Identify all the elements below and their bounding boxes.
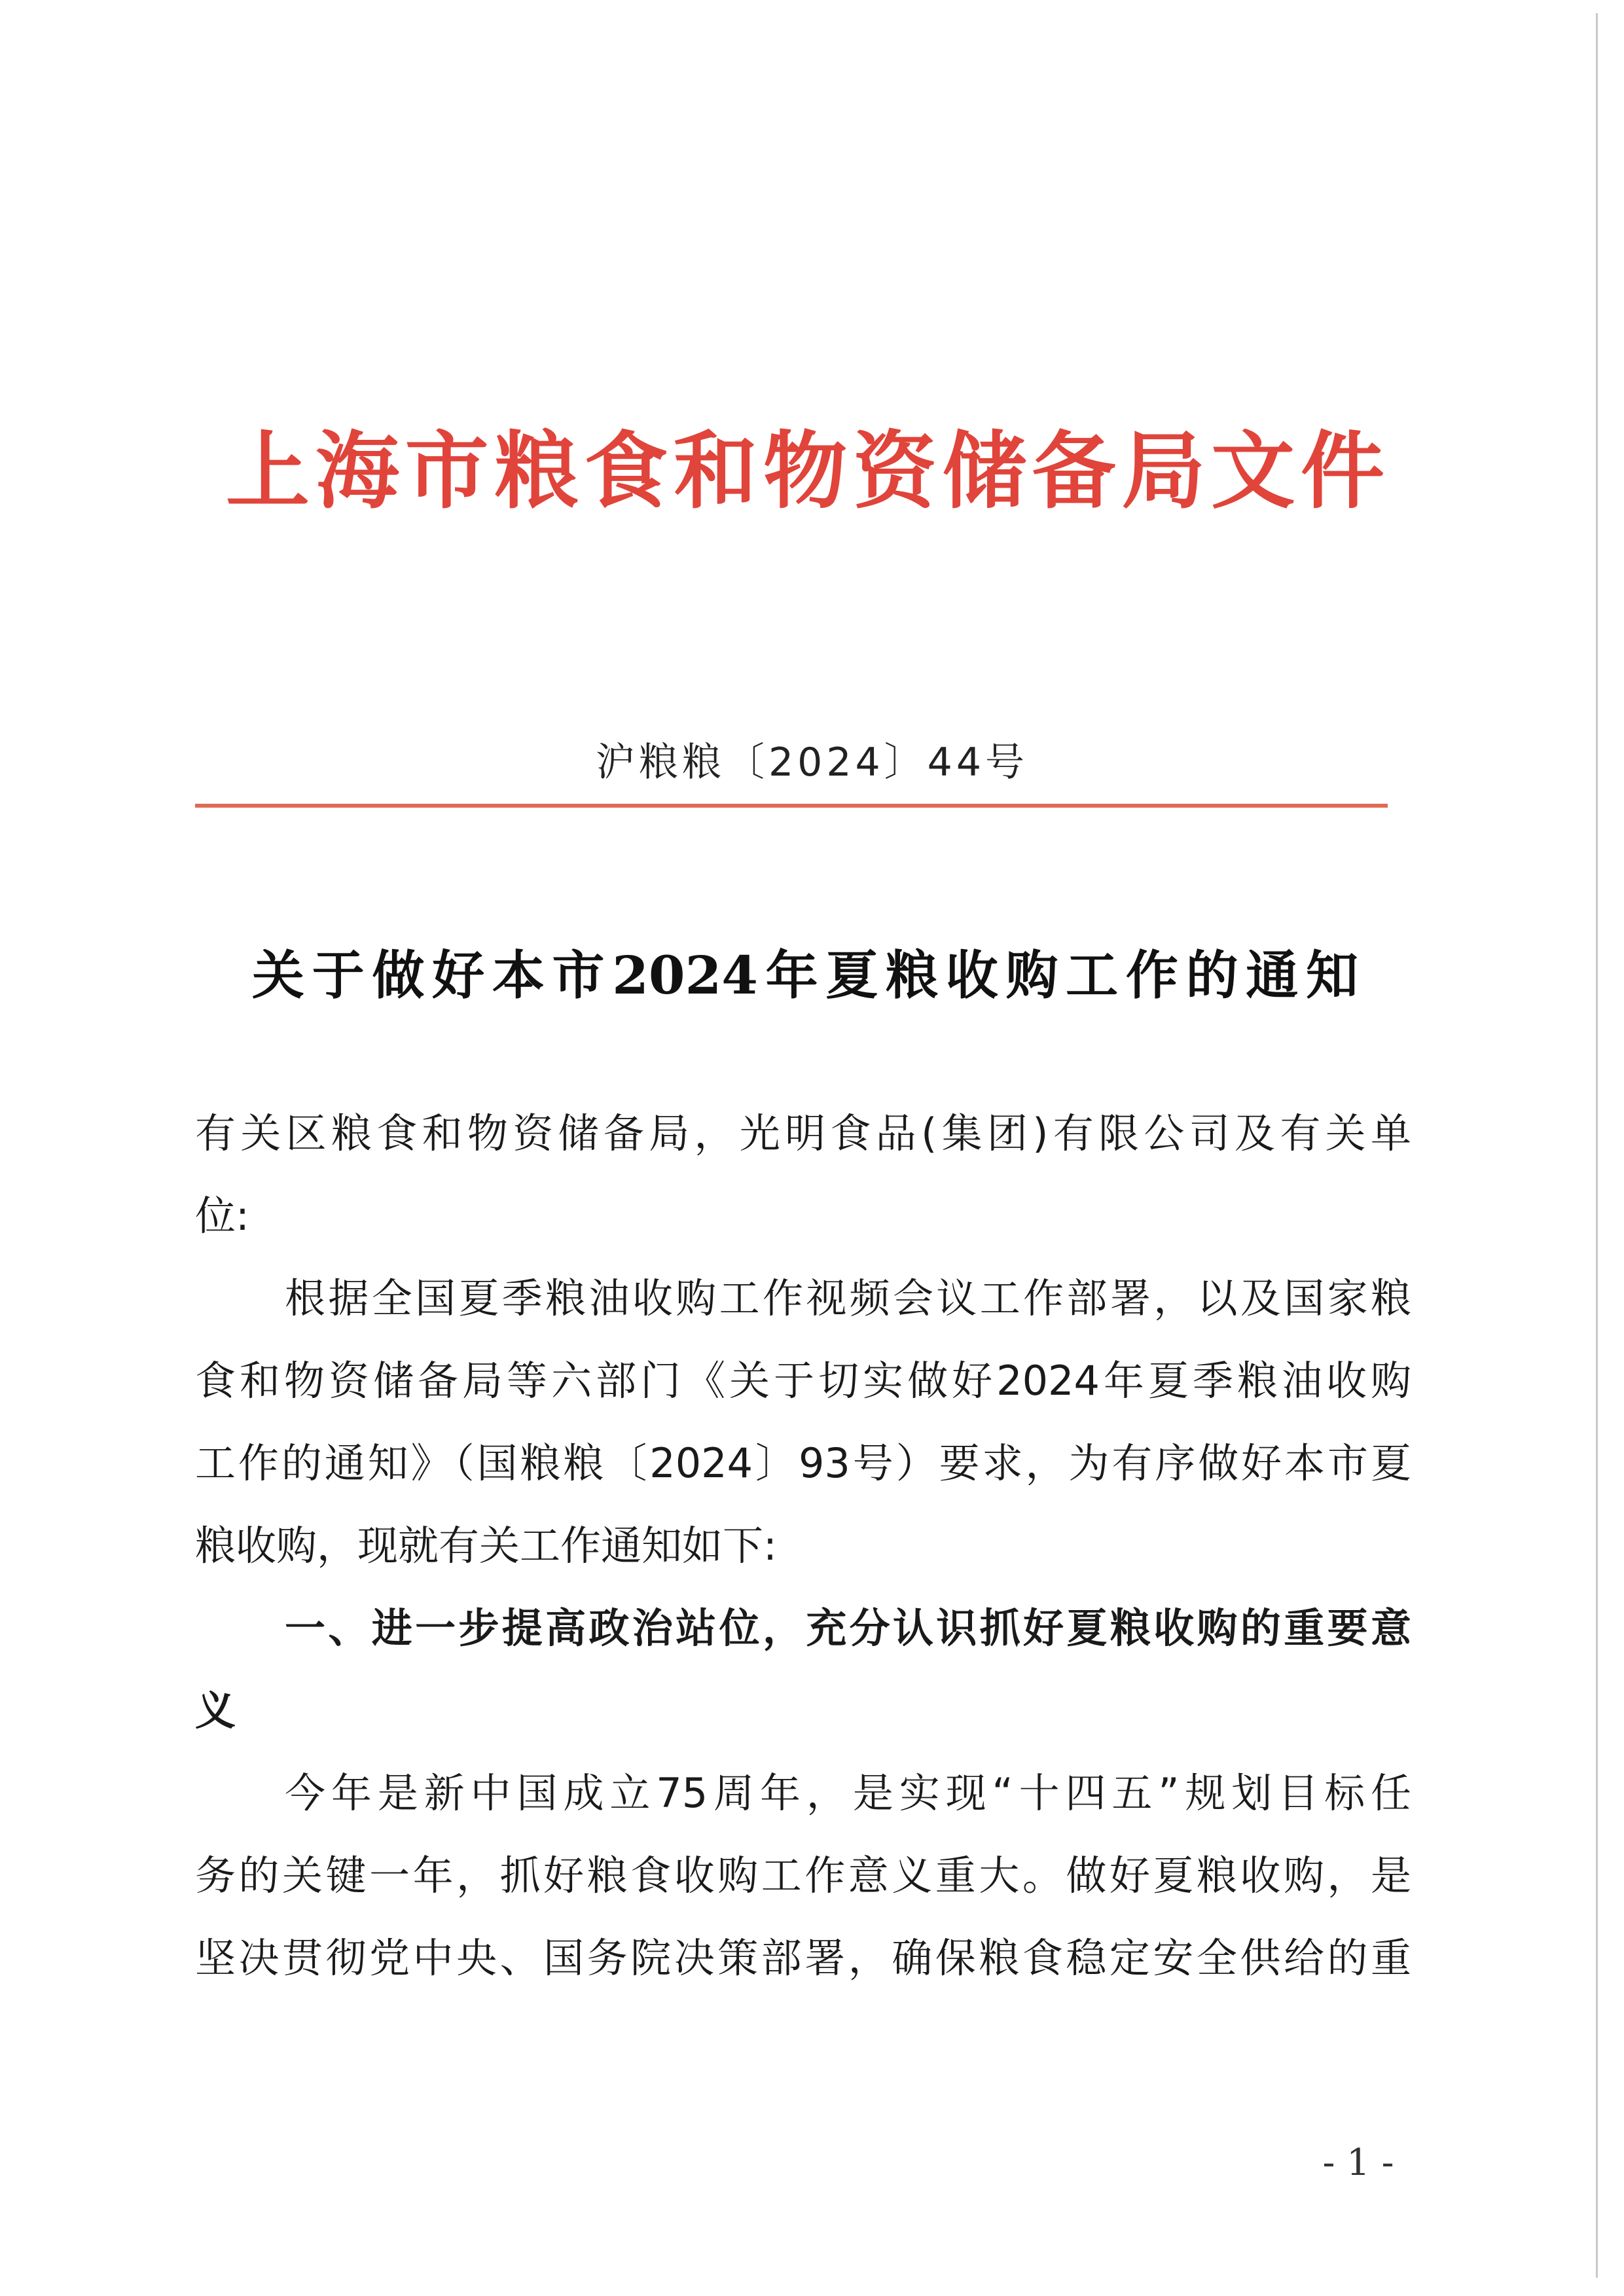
paragraph-line: 今年是新中国成立75周年，是实现“十四五”规划目标任	[285, 1769, 1411, 1817]
paragraph-line: 粮收购，现就有关工作通知如下:	[195, 1522, 777, 1570]
paragraph-line: 坚决贯彻党中央、国务院决策部署，确保粮食稳定安全供给的重	[195, 1934, 1411, 1982]
document-number: 沪粮粮〔2024〕44号	[595, 740, 1029, 785]
paragraph-line: 有关区粮食和物资储备局，光明食品(集团)有限公司及有关单	[195, 1109, 1411, 1157]
section-heading-line: 一、进一步提高政治站位，充分认识抓好夏粮收购的重要意	[285, 1604, 1411, 1652]
paragraph-line: 务的关键一年，抓好粮食收购工作意义重大。做好夏粮收购，是	[195, 1852, 1411, 1899]
paragraph-line: 根据全国夏季粮油收购工作视频会议工作部署，以及国家粮	[285, 1274, 1411, 1322]
red-divider-rule	[195, 804, 1388, 808]
section-heading-line: 义	[195, 1687, 236, 1734]
issuing-organization-title: 上海市粮食和物资储备局文件	[226, 422, 1384, 520]
page-number: - 1 -	[1322, 2142, 1394, 2184]
document-body	[195, 1092, 1411, 2000]
paragraph-line: 位:	[195, 1192, 249, 1240]
paragraph-line: 食和物资储备局等六部门《关于切实做好2024年夏季粮油收购	[195, 1357, 1411, 1405]
document-heading: 关于做好本市2024年夏粮收购工作的通知	[252, 944, 1358, 1006]
paragraph-line: 工作的通知》（国粮粮〔2024〕93号）要求，为有序做好本市夏	[195, 1439, 1411, 1487]
page-edge-line	[1596, 13, 1598, 2278]
